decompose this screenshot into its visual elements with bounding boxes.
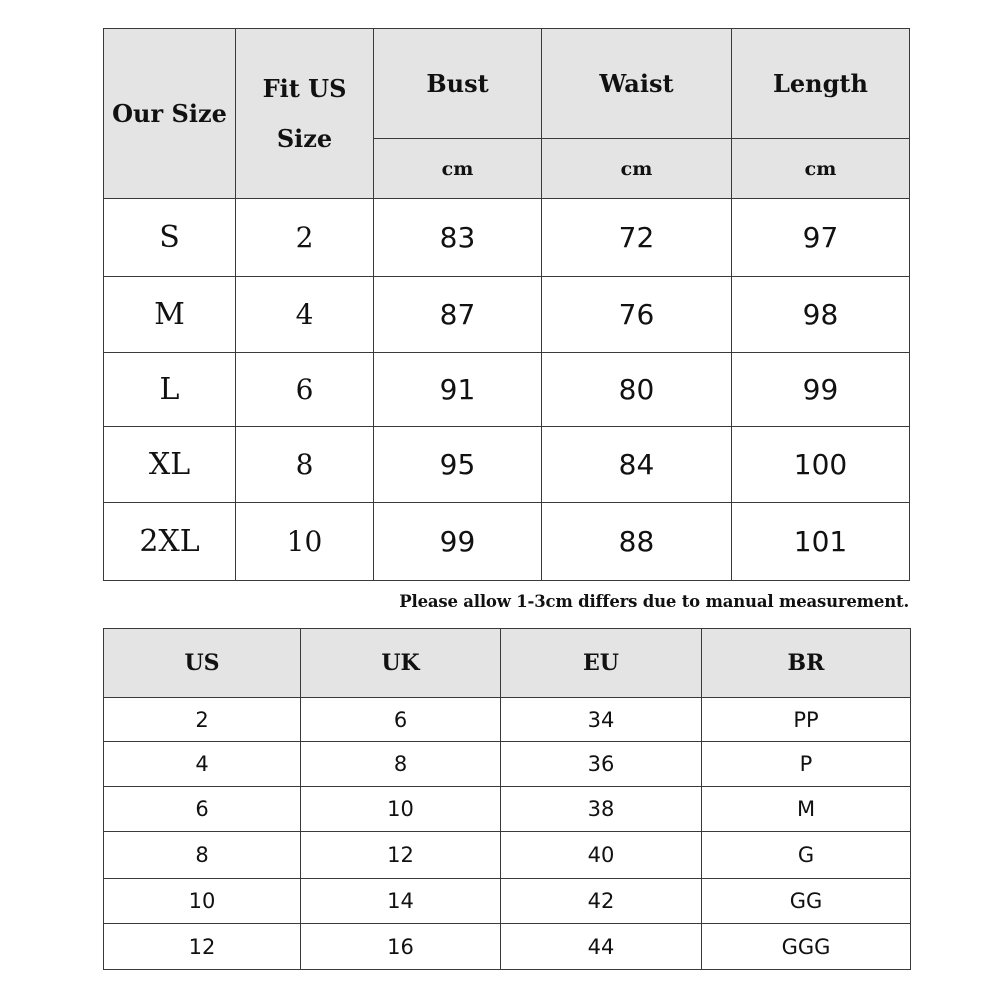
bust-cell: 99 [374,503,542,581]
br-cell: GGG [702,924,911,970]
eu-cell: 38 [501,787,702,832]
br-cell: G [702,832,911,879]
waist-cell: 80 [542,353,732,427]
size-cell: S [104,199,236,277]
eu-cell: 40 [501,832,702,879]
length-cell: 99 [732,353,910,427]
eu-cell: 42 [501,879,702,924]
header-uk: UK [301,629,501,698]
table-row [104,199,910,277]
fit-us-cell: 6 [236,353,374,427]
table-row [104,879,911,924]
table-row [104,427,910,503]
fit-us-cell: 10 [236,503,374,581]
header-bust-unit: cm [374,139,542,199]
uk-cell: 6 [301,698,501,742]
fit-us-cell: 8 [236,427,374,503]
bust-cell: 95 [374,427,542,503]
header-fit-us-size [236,29,374,199]
uk-cell: 8 [301,742,501,787]
uk-cell: 12 [301,832,501,879]
header-fit-us-line2: Size [276,123,333,153]
uk-cell: 10 [301,787,501,832]
header-br: BR [702,629,911,698]
size-conversion-table [103,628,911,970]
header-waist-unit: cm [542,139,732,199]
header-bust: Bust [374,29,542,139]
uk-cell: 14 [301,879,501,924]
header-fit-us-line1: Fit US [262,73,347,103]
us-cell: 4 [104,742,301,787]
header-our-size: Our Size [104,29,236,199]
size-cell: L [104,353,236,427]
waist-cell: 88 [542,503,732,581]
header-length-unit: cm [732,139,910,199]
table-row [104,277,910,353]
waist-cell: 84 [542,427,732,503]
br-cell: P [702,742,911,787]
uk-cell: 16 [301,924,501,970]
table-row [104,924,911,970]
header-waist: Waist [542,29,732,139]
us-cell: 6 [104,787,301,832]
table-row [104,353,910,427]
bust-cell: 87 [374,277,542,353]
br-cell: M [702,787,911,832]
us-cell: 2 [104,698,301,742]
us-cell: 12 [104,924,301,970]
fit-us-cell: 2 [236,199,374,277]
us-cell: 8 [104,832,301,879]
eu-cell: 34 [501,698,702,742]
us-cell: 10 [104,879,301,924]
table-row [104,787,911,832]
table-row [104,832,911,879]
br-cell: GG [702,879,911,924]
eu-cell: 36 [501,742,702,787]
size-cell: 2XL [104,503,236,581]
size-cell: XL [104,427,236,503]
bust-cell: 83 [374,199,542,277]
eu-cell: 44 [501,924,702,970]
length-cell: 100 [732,427,910,503]
size-chart-table [103,28,910,581]
table-row [104,698,911,742]
waist-cell: 76 [542,277,732,353]
fit-us-cell: 4 [236,277,374,353]
bust-cell: 91 [374,353,542,427]
measurement-note: Please allow 1-3cm differs due to manual measurement. [399,592,909,611]
header-us: US [104,629,301,698]
size-cell: M [104,277,236,353]
header-eu: EU [501,629,702,698]
length-cell: 97 [732,199,910,277]
waist-cell: 72 [542,199,732,277]
table-row [104,503,910,581]
length-cell: 98 [732,277,910,353]
header-length: Length [732,29,910,139]
length-cell: 101 [732,503,910,581]
table-row [104,742,911,787]
br-cell: PP [702,698,911,742]
